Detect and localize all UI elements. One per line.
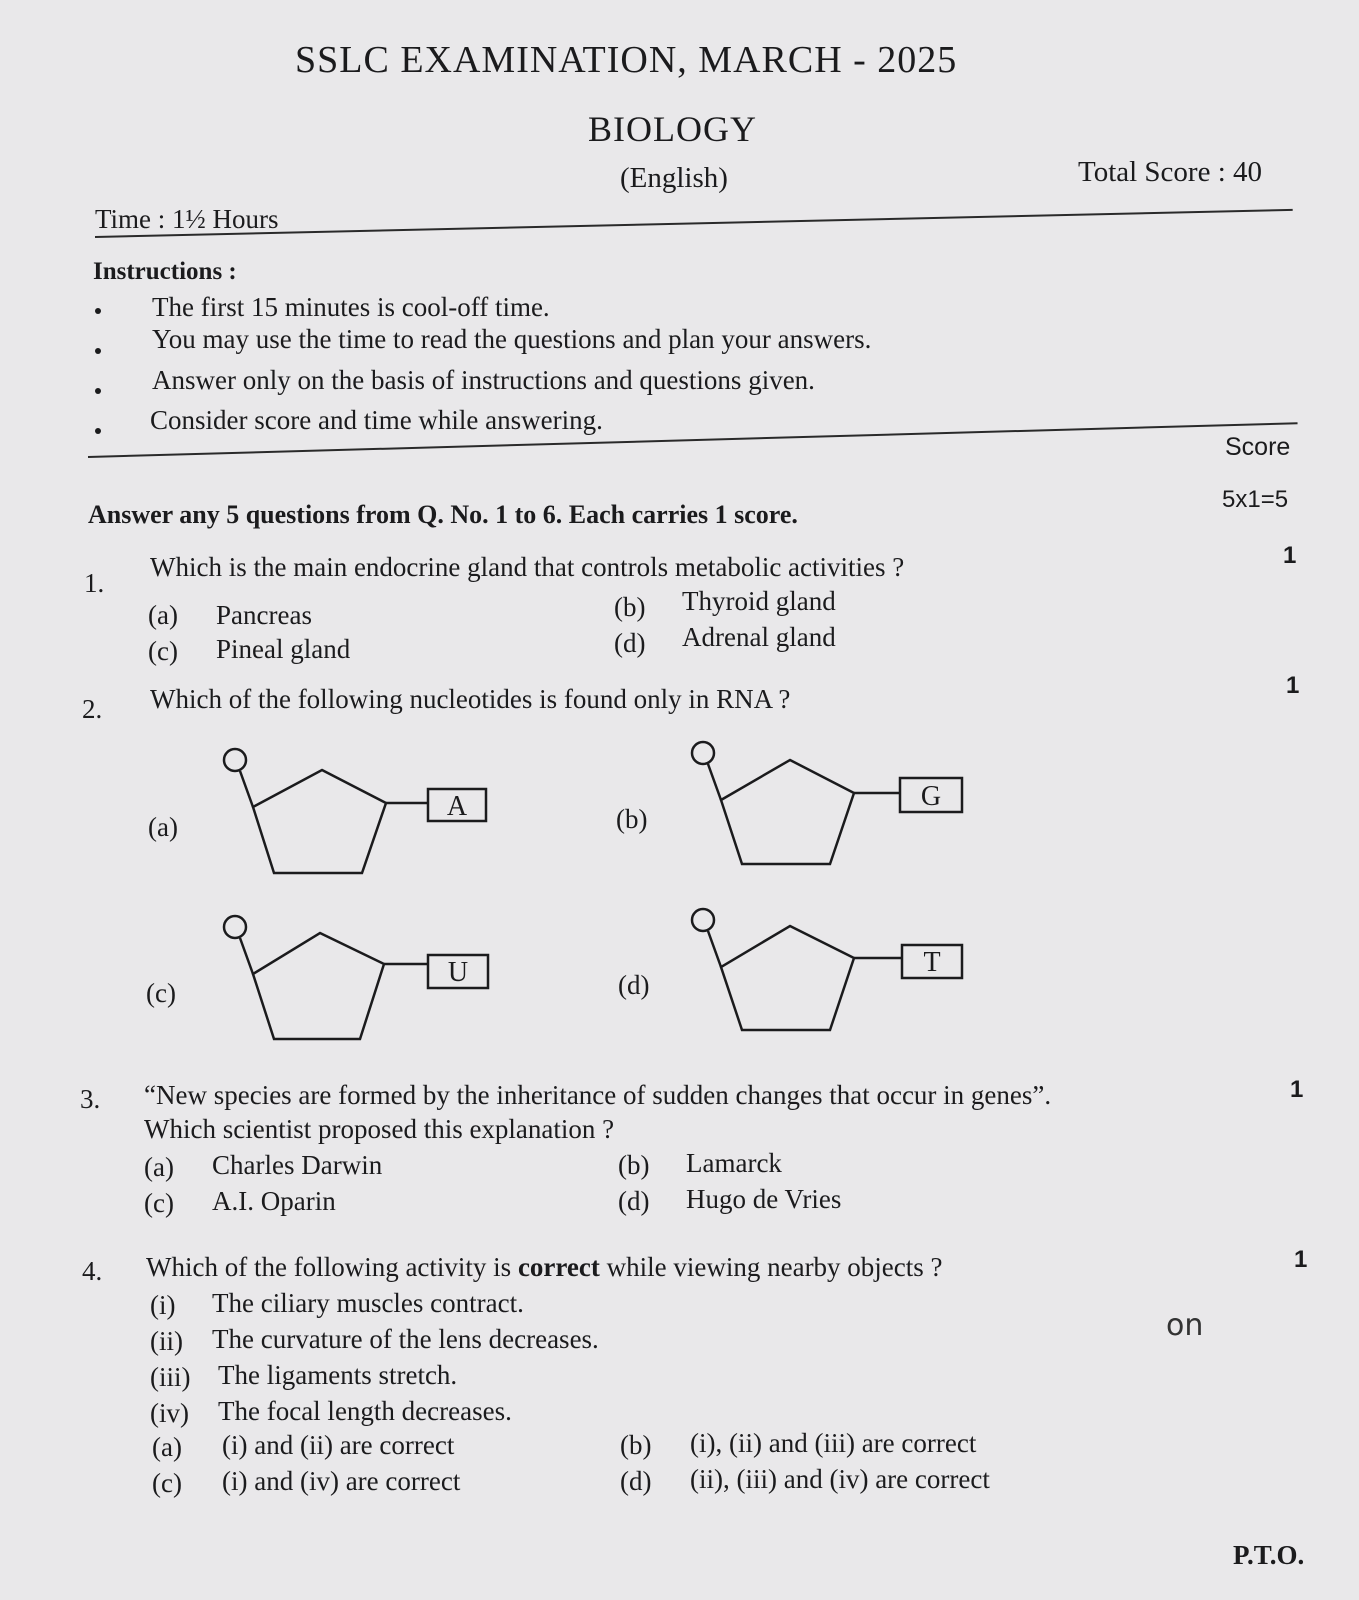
option-label: (a) <box>148 600 178 630</box>
option-text: A.I. Oparin <box>212 1186 336 1216</box>
statement-text: The curvature of the lens decreases. <box>212 1324 599 1354</box>
question-text: “New species are formed by the inheritance of sudden changes that occur in genes”. <box>144 1080 1052 1110</box>
question-number: 3. <box>80 1084 101 1114</box>
option-label: (a) <box>152 1432 182 1462</box>
score-heading: Score <box>1225 433 1291 461</box>
question-score: 1 <box>1294 1246 1308 1273</box>
option-text: (i) and (ii) are correct <box>222 1430 455 1460</box>
option-label: (d) <box>618 970 650 1000</box>
handwritten-note: on <box>1166 1308 1204 1343</box>
statement-text: The ciliary muscles contract. <box>212 1288 524 1318</box>
bullet <box>95 388 101 394</box>
option-label: (d) <box>618 1186 650 1216</box>
option-label: (a) <box>144 1152 174 1182</box>
question-number: 1. <box>84 568 105 598</box>
option-text: Charles Darwin <box>212 1150 383 1180</box>
option-text: (i), (ii) and (iii) are correct <box>690 1428 977 1458</box>
option-text: Lamarck <box>686 1148 782 1178</box>
base-label: U <box>447 957 469 988</box>
statement-label: (iii) <box>150 1362 191 1392</box>
bullet <box>95 308 101 314</box>
option-text: (ii), (iii) and (iv) are correct <box>690 1464 990 1494</box>
option-text: Pancreas <box>216 600 312 630</box>
option-label: (b) <box>616 804 648 834</box>
question-text: Which of the following activity is correct while viewing nearby objects ? <box>146 1252 943 1282</box>
option-label: (d) <box>614 628 646 658</box>
question-score: 1 <box>1283 542 1297 569</box>
statement-text: The focal length decreases. <box>218 1396 512 1426</box>
question-text: Which is the main endocrine gland that controls metabolic activities ? <box>150 552 905 582</box>
question-number: 2. <box>82 694 103 724</box>
nucleotide-diagram-c <box>222 912 492 1047</box>
question-number: 4. <box>82 1256 103 1286</box>
statement-label: (iv) <box>150 1398 189 1428</box>
base-label: A <box>446 791 468 822</box>
option-label: (c) <box>152 1468 182 1498</box>
question-score: 1 <box>1286 672 1300 699</box>
statement-text: The ligaments stretch. <box>218 1360 458 1390</box>
nucleotide-diagram-b <box>690 738 960 873</box>
option-label: (b) <box>618 1150 650 1180</box>
question-text-line2: Which scientist proposed this explanation ? <box>144 1114 615 1144</box>
option-label: (a) <box>148 812 178 842</box>
option-label: (c) <box>148 636 178 666</box>
question-score: 1 <box>1290 1076 1304 1103</box>
instruction-item: You may use the time to read the questions and plan your answers. <box>152 324 872 354</box>
exam-title: SSLC EXAMINATION, MARCH - 2025 <box>295 39 958 81</box>
option-text: (i) and (iv) are correct <box>222 1466 461 1496</box>
instruction-item: Consider score and time while answering. <box>150 405 603 435</box>
bullet <box>95 428 101 434</box>
bullet <box>95 348 101 354</box>
statement-label: (ii) <box>150 1326 183 1356</box>
base-label: T <box>923 947 941 978</box>
total-score: Total Score : 40 <box>1078 156 1263 188</box>
section-score: 5x1=5 <box>1222 486 1289 513</box>
instruction-item: The first 15 minutes is cool-off time. <box>152 292 550 322</box>
question-text: Which of the following nucleotides is found only in RNA ? <box>150 684 791 714</box>
instruction-item: Answer only on the basis of instructions and questions given. <box>152 365 815 395</box>
footer-pto: P.T.O. <box>1233 1540 1305 1570</box>
option-label: (c) <box>146 978 176 1008</box>
option-label: (d) <box>620 1466 652 1496</box>
option-text: Thyroid gland <box>682 586 836 616</box>
option-text: Pineal gland <box>216 634 351 664</box>
option-label: (c) <box>144 1188 174 1218</box>
subject-title: BIOLOGY <box>588 109 757 149</box>
option-label: (b) <box>614 592 646 622</box>
option-text: Hugo de Vries <box>686 1184 842 1214</box>
statement-label: (i) <box>150 1290 176 1320</box>
section-instruction: Answer any 5 questions from Q. No. 1 to 6. Each carries 1 score. <box>88 500 798 529</box>
nucleotide-diagram-d <box>690 905 960 1040</box>
option-label: (b) <box>620 1430 652 1460</box>
base-label: G <box>920 781 942 812</box>
instructions-heading: Instructions : <box>93 258 237 285</box>
nucleotide-diagram-a <box>222 745 492 880</box>
language-label: (English) <box>620 162 728 194</box>
time-label: Time : 1½ Hours <box>95 204 279 234</box>
option-text: Adrenal gland <box>682 622 836 652</box>
